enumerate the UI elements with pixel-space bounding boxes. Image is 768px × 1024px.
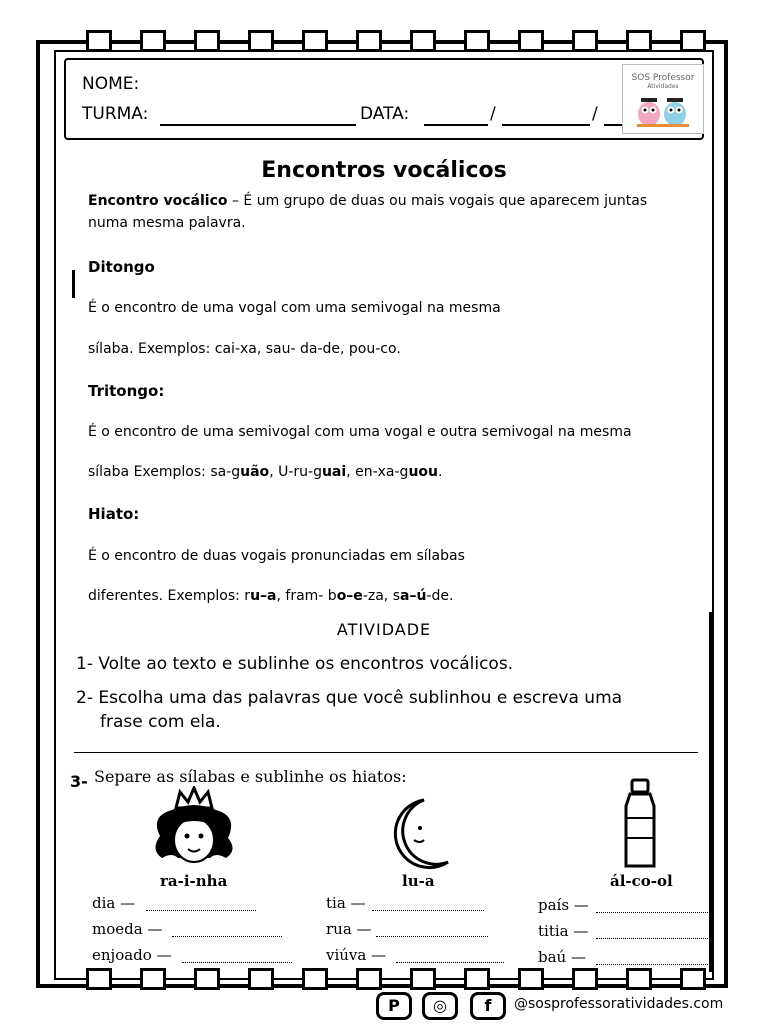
word-pais: país —	[538, 896, 589, 914]
answer-field[interactable]	[146, 896, 256, 911]
bottle-icon	[618, 778, 662, 870]
answer-line[interactable]	[74, 742, 698, 753]
question-1: 1- Volte ao texto e sublinhe os encontros vocálicos.	[76, 654, 514, 674]
word-tia: tia —	[326, 894, 366, 912]
queen-icon	[146, 786, 242, 872]
owls-icon	[623, 90, 703, 130]
answer-field[interactable]	[596, 950, 708, 965]
tritongo-heading: Tritongo:	[88, 382, 165, 400]
logo	[622, 64, 704, 134]
intro-term: Encontro vocálico	[88, 193, 228, 209]
nome-label: NOME:	[82, 74, 140, 94]
activity-title: ATIVIDADE	[336, 620, 432, 639]
turma-field[interactable]	[160, 106, 356, 126]
word-titia: titia —	[538, 922, 589, 940]
example-label-lua: lu-a	[402, 872, 435, 890]
hiato-line2: diferentes. Exemplos: ru–a, fram- bo–e-za, sa–ú-de.	[88, 588, 454, 604]
answer-field[interactable]	[376, 922, 488, 937]
answer-field[interactable]	[372, 896, 484, 911]
answer-field[interactable]	[596, 898, 708, 913]
date-day-field[interactable]	[424, 106, 488, 126]
intro-text-cont: numa mesma palavra.	[88, 215, 246, 231]
tritongo-line2: sílaba Exemplos: sa-guão, U-ru-guai, en-xa-guou.	[88, 464, 443, 480]
ditongo-line2: sílaba. Exemplos: cai-xa, sau- da-de, pou-co.	[88, 341, 401, 357]
date-separator: /	[592, 104, 598, 124]
answer-field[interactable]	[596, 924, 708, 939]
logo-subtext: Atividades	[647, 83, 679, 90]
intro-paragraph	[88, 190, 688, 234]
facebook-icon[interactable]: f	[470, 992, 506, 1020]
question-2-cont: frase com ela.	[100, 712, 221, 732]
question-3-number: 3-	[70, 772, 88, 791]
answer-field[interactable]	[396, 948, 504, 963]
question-3-text: Separe as sílabas e sublinhe os hiatos:	[94, 767, 407, 786]
hiato-line1: É o encontro de duas vogais pronunciadas em sílabas	[88, 548, 465, 564]
example-label-rainha: ra-i-nha	[160, 872, 228, 890]
word-moeda: moeda —	[92, 920, 163, 938]
data-label: DATA:	[360, 104, 410, 124]
intro-text: – É um grupo de duas ou mais vogais que aparecem juntas	[227, 193, 648, 209]
date-month-field[interactable]	[502, 106, 590, 126]
margin-mark	[72, 270, 75, 298]
pinterest-icon[interactable]: P	[376, 992, 412, 1020]
ditongo-heading: Ditongo	[88, 258, 155, 276]
question-2: 2- Escolha uma das palavras que você sublinhou e escreva uma	[76, 688, 623, 708]
answer-field[interactable]	[172, 922, 282, 937]
hiato-heading: Hiato:	[88, 505, 140, 523]
turma-label: TURMA:	[82, 104, 149, 124]
word-dia: dia —	[92, 894, 136, 912]
date-separator: /	[490, 104, 496, 124]
logo-text: SOS Professor	[631, 73, 695, 83]
tritongo-line1: É o encontro de uma semivogal com uma vogal e outra semivogal na mesma	[88, 424, 632, 440]
ditongo-line1: É o encontro de uma vogal com uma semivogal na mesma	[88, 300, 501, 316]
social-handle[interactable]: @sosprofessoratividades.com	[514, 996, 724, 1012]
word-rua: rua —	[326, 920, 372, 938]
word-bau: baú —	[538, 948, 586, 966]
page-title: Encontros vocálicos	[261, 158, 507, 183]
word-enjoado: enjoado —	[92, 946, 172, 964]
word-viuva: viúva —	[326, 946, 387, 964]
answer-field[interactable]	[182, 948, 292, 963]
header-box	[64, 58, 704, 140]
right-edge-mark	[709, 612, 713, 972]
moon-icon	[384, 796, 454, 872]
instagram-icon[interactable]: ◎	[422, 992, 458, 1020]
example-label-alcool: ál-co-ol	[610, 872, 673, 890]
